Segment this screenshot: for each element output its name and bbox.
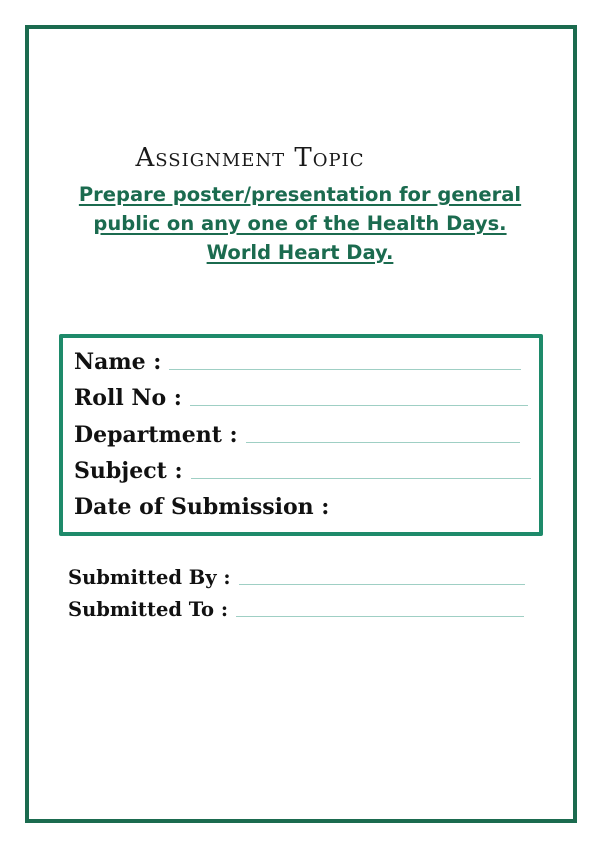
topic-line-3: World Heart Day. xyxy=(206,241,394,264)
subject-field xyxy=(74,454,531,484)
subject-blank-line[interactable] xyxy=(191,477,531,479)
name-blank-line[interactable] xyxy=(169,368,521,370)
assignment-heading: Assignment Topic xyxy=(135,143,365,173)
student-info-box xyxy=(59,334,543,536)
date-of-submission-field xyxy=(74,490,329,520)
department-label: Department : xyxy=(74,422,238,448)
subject-label: Subject : xyxy=(74,458,183,484)
assignment-topic xyxy=(70,180,530,267)
submitted-to-blank-line[interactable] xyxy=(236,615,524,617)
roll-no-label: Roll No : xyxy=(74,385,182,411)
name-label: Name : xyxy=(74,349,162,375)
date-of-submission-label: Date of Submission : xyxy=(74,494,330,520)
roll-no-blank-line[interactable] xyxy=(190,404,528,406)
topic-line-1: Prepare poster/presentation for general xyxy=(78,183,522,206)
submitted-by-blank-line[interactable] xyxy=(239,583,525,585)
name-field xyxy=(74,345,521,375)
topic-line-2: public on any one of the Health Days. xyxy=(93,212,507,235)
submitted-to-label: Submitted To : xyxy=(68,598,229,621)
submitted-to-field xyxy=(68,593,524,621)
department-field xyxy=(74,418,520,448)
submitted-by-field xyxy=(68,561,525,589)
roll-no-field xyxy=(74,381,528,411)
submitted-by-label: Submitted By : xyxy=(68,566,231,589)
department-blank-line[interactable] xyxy=(246,441,520,443)
